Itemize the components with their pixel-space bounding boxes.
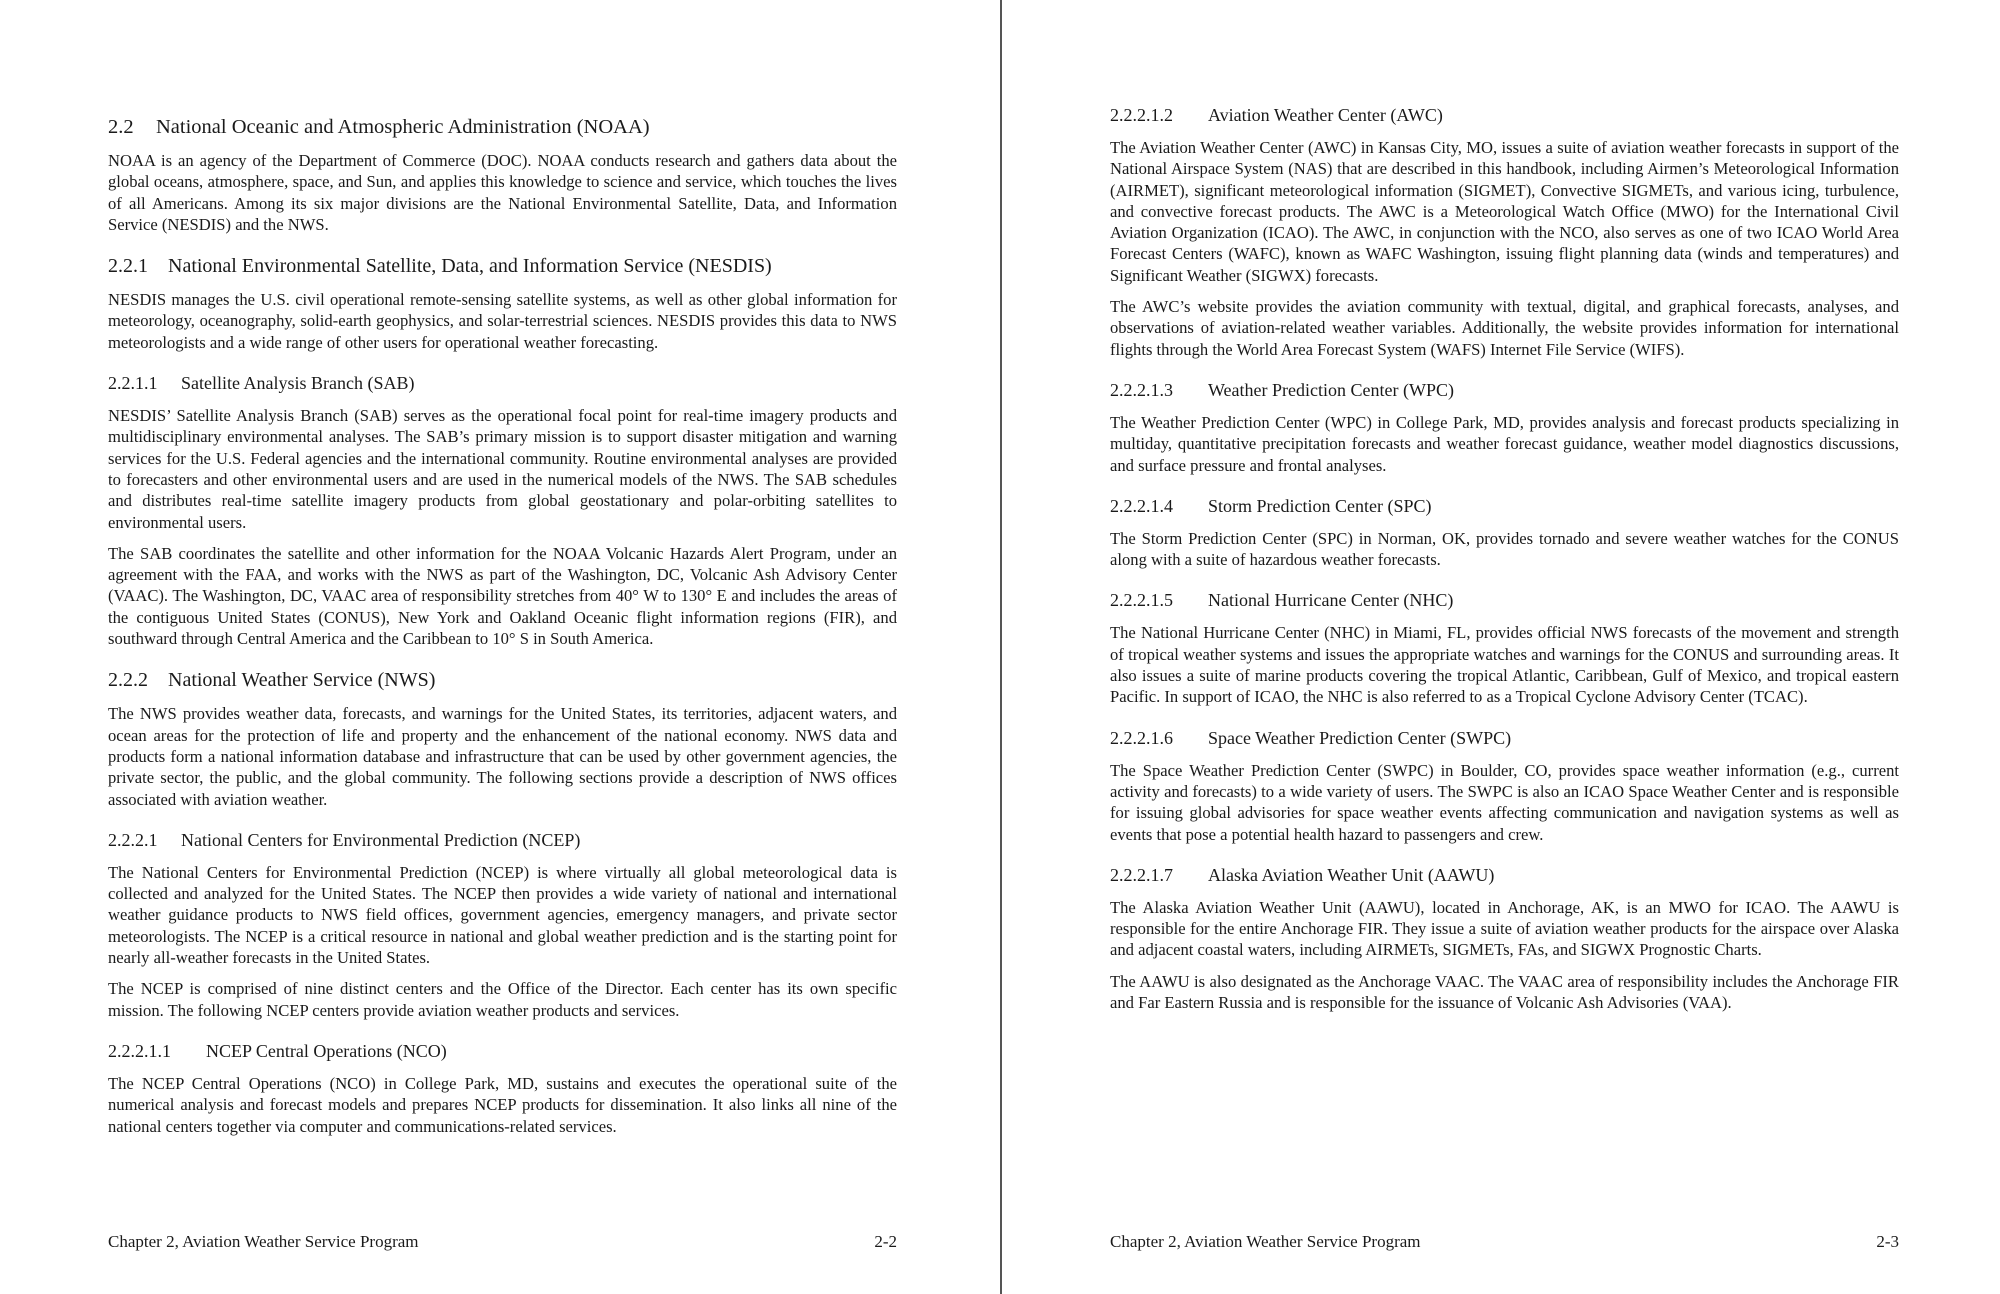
left-page-content <box>108 114 897 1147</box>
footer-chapter-title: Chapter 2, Aviation Weather Service Program <box>1110 1232 1421 1251</box>
paragraph: The National Hurricane Center (NHC) in Miami, FL, provides official NWS forecasts of the movement and strength of tropical weather systems and issues the appropriate watches and warnings for the CONUS and surrounding areas. It also issues a suite of marine products covering the tropical Atlantic, Caribbean, Gulf of Mexico, and tropical eastern Pacific. In support of ICAO, the NHC is also referred to as a Tropical Cyclone Advisory Center (TCAC). <box>1110 623 1899 707</box>
footer-page-number: 2-2 <box>874 1232 897 1251</box>
section-number: 2.2 <box>108 116 134 138</box>
footer-page-number: 2-3 <box>1876 1232 1899 1251</box>
page-footer <box>108 1231 897 1253</box>
paragraph: The Aviation Weather Center (AWC) in Kansas City, MO, issues a suite of aviation weather forecasts in support of the National Airspace System (NAS) that are described in this handbook, including Airmen’s Meteorological Information (AIRMET), significant meteorological information (SIGMET), Convective SIGMETs, and various icing, turbulence, and convective forecast products. The AWC is a Meteorological Watch Office (MWO) for the International Civil Aviation Organization (ICAO). The AWC, in conjunction with the NCO, also serves as one of two ICAO World Area Forecast Centers (WAFC), known as WAFC Washington, issuing flight planning data (winds and temperatures) and Significant Weather (SIGWX) forecasts. <box>1110 138 1899 285</box>
section-number: 2.2.2.1.3 <box>1110 379 1173 400</box>
section-heading <box>1110 103 1899 127</box>
section-heading <box>108 371 897 395</box>
section-number: 2.2.2.1 <box>108 829 158 850</box>
section-title: National Environmental Satellite, Data, and Information Service (NESDIS) <box>168 255 772 278</box>
section-title: Weather Prediction Center (WPC) <box>1208 379 1454 400</box>
section-heading <box>108 253 897 279</box>
section-heading <box>1110 378 1899 402</box>
section-title: Storm Prediction Center (SPC) <box>1208 495 1432 516</box>
section-heading <box>108 114 897 140</box>
section-number: 2.2.2.1.1 <box>108 1040 171 1061</box>
paragraph: The Space Weather Prediction Center (SWPC) in Boulder, CO, provides space weather information (e.g., current activity and forecasts) to a wide variety of users. The SWPC is also an ICAO Space Weather Center and is responsible for issuing global advisories for space weather events affecting communication and navigation systems as well as events that pose a potential health hazard to passengers and crew. <box>1110 760 1899 844</box>
right-page-content <box>1110 103 1899 1023</box>
paragraph: The Alaska Aviation Weather Unit (AAWU), located in Anchorage, AK, is an MWO for ICAO. The AAWU is responsible for the entire Anchorage FIR. They issue a suite of aviation weather products for the airspace over Alaska and adjacent coastal waters, including AIRMETs, SIGMETs, FAs, and SIGWX Prognostic Charts. <box>1110 897 1899 960</box>
section-number: 2.2.2.1.5 <box>1110 590 1173 611</box>
section-title: Alaska Aviation Weather Unit (AAWU) <box>1208 864 1495 885</box>
section-title: National Oceanic and Atmospheric Administration (NOAA) <box>156 116 650 138</box>
section-number: 2.2.2.1.2 <box>1110 105 1173 125</box>
section-title: Aviation Weather Center (AWC) <box>1208 105 1443 125</box>
section-heading <box>108 828 897 852</box>
paragraph: NOAA is an agency of the Department of Commerce (DOC). NOAA conducts research and gathers data about the global oceans, atmosphere, space, and Sun, and applies this knowledge to science and service, which touches the lives of all Americans. Among its six major divisions are the National Environmental Satellite, Data, and Information Service (NESDIS) and the NWS. <box>108 151 897 234</box>
page-divider <box>1000 0 1002 1294</box>
paragraph: The NCEP Central Operations (NCO) in College Park, MD, sustains and executes the operational suite of the numerical analysis and forecast models and prepares NCEP products for dissemination. It also links all nine of the national centers together via computer and communications-related services. <box>108 1073 897 1136</box>
right-page <box>1003 0 2000 1294</box>
section-heading <box>1110 494 1899 518</box>
paragraph: The NWS provides weather data, forecasts, and warnings for the United States, its territories, adjacent waters, and ocean areas for the protection of life and property and the enhancement of the national economy. NWS data and products form a national information database and infrastructure that can be used by other government agencies, the private sector, the public, and the global community. The following sections provide a description of NWS offices associated with aviation weather. <box>108 704 897 809</box>
section-number: 2.2.2.1.4 <box>1110 495 1173 516</box>
section-number: 2.2.2.1.6 <box>1110 727 1173 748</box>
section-title: Space Weather Prediction Center (SWPC) <box>1208 727 1512 748</box>
section-title: National Weather Service (NWS) <box>168 669 436 692</box>
paragraph: The Storm Prediction Center (SPC) in Norman, OK, provides tornado and severe weather watches for the CONUS along with a suite of hazardous weather forecasts. <box>1110 528 1899 570</box>
paragraph: The National Centers for Environmental Prediction (NCEP) is where virtually all global meteorological data is collected and analyzed for the United States. The NCEP then provides a wide variety of national and international weather guidance products to NWS field offices, government agencies, emergency managers, and private sector meteorologists. The NCEP is a critical resource in national and global weather prediction and is the starting point for nearly all-weather forecasts in the United States. <box>108 862 897 968</box>
section-title: NCEP Central Operations (NCO) <box>206 1040 447 1061</box>
section-number: 2.2.1.1 <box>108 373 158 394</box>
section-heading <box>1110 863 1899 887</box>
section-heading <box>108 1039 897 1063</box>
paragraph: NESDIS manages the U.S. civil operational remote-sensing satellite systems, as well as other global information for meteorology, oceanography, solid-earth geophysics, and solar-terrestrial sciences. NESDIS provides this data to NWS meteorologists and a wide range of other users for operational weather forecasting. <box>108 290 897 352</box>
section-heading <box>108 667 897 693</box>
paragraph: The NCEP is comprised of nine distinct centers and the Office of the Director. Each center has its own specific mission. The following NCEP centers provide aviation weather products and services. <box>108 979 897 1020</box>
section-number: 2.2.1 <box>108 255 148 278</box>
page-footer <box>1110 1231 1899 1253</box>
paragraph: NESDIS’ Satellite Analysis Branch (SAB) serves as the operational focal point for real-time imagery products and multidisciplinary environmental analyses. The SAB’s primary mission is to support disaster mitigation and warning services for the U.S. Federal agencies and the international community. Routine environmental analyses are provided to forecasters and other environmental users and are used in the numerical models of the NWS. The SAB schedules and distributes real-time satellite imagery products from global geostationary and polar-orbiting satellites to environmental users. <box>108 406 897 532</box>
paragraph: The AWC’s website provides the aviation community with textual, digital, and graphical forecasts, analyses, and observations of aviation-related weather variables. Additionally, the website provides information for international flights through the World Area Forecast System (WAFS) Internet File Service (WIFS). <box>1110 297 1899 359</box>
section-heading <box>1110 726 1899 750</box>
footer-chapter-title: Chapter 2, Aviation Weather Service Program <box>108 1232 419 1251</box>
paragraph: The SAB coordinates the satellite and other information for the NOAA Volcanic Hazards Alert Program, under an agreement with the FAA, and works with the NWS as part of the Washington, DC, Volcanic Ash Advisory Center (VAAC). The Washington, DC, VAAC area of responsibility stretches from 40° W to 130° E and includes the areas of the contiguous United States (CONUS), New York and Oakland Oceanic flight information regions (FIR), and southward through Central America and the Caribbean to 10° S in South America. <box>108 543 897 649</box>
section-number: 2.2.2.1.7 <box>1110 864 1173 885</box>
paragraph: The Weather Prediction Center (WPC) in College Park, MD, provides analysis and forecast products specializing in multiday, quantitative precipitation forecasts and weather forecast guidance, weather model diagnostics discussions, and surface pressure and frontal analyses. <box>1110 412 1899 475</box>
section-heading <box>1110 588 1899 612</box>
section-title: National Centers for Environmental Prediction (NCEP) <box>181 829 581 850</box>
section-number: 2.2.2 <box>108 669 148 692</box>
paragraph: The AAWU is also designated as the Anchorage VAAC. The VAAC area of responsibility includes the Anchorage FIR and Far Eastern Russia and is responsible for the issuance of Volcanic Ash Advisories (VAA). <box>1110 971 1899 1013</box>
section-title: Satellite Analysis Branch (SAB) <box>181 373 415 394</box>
section-title: National Hurricane Center (NHC) <box>1208 590 1454 611</box>
